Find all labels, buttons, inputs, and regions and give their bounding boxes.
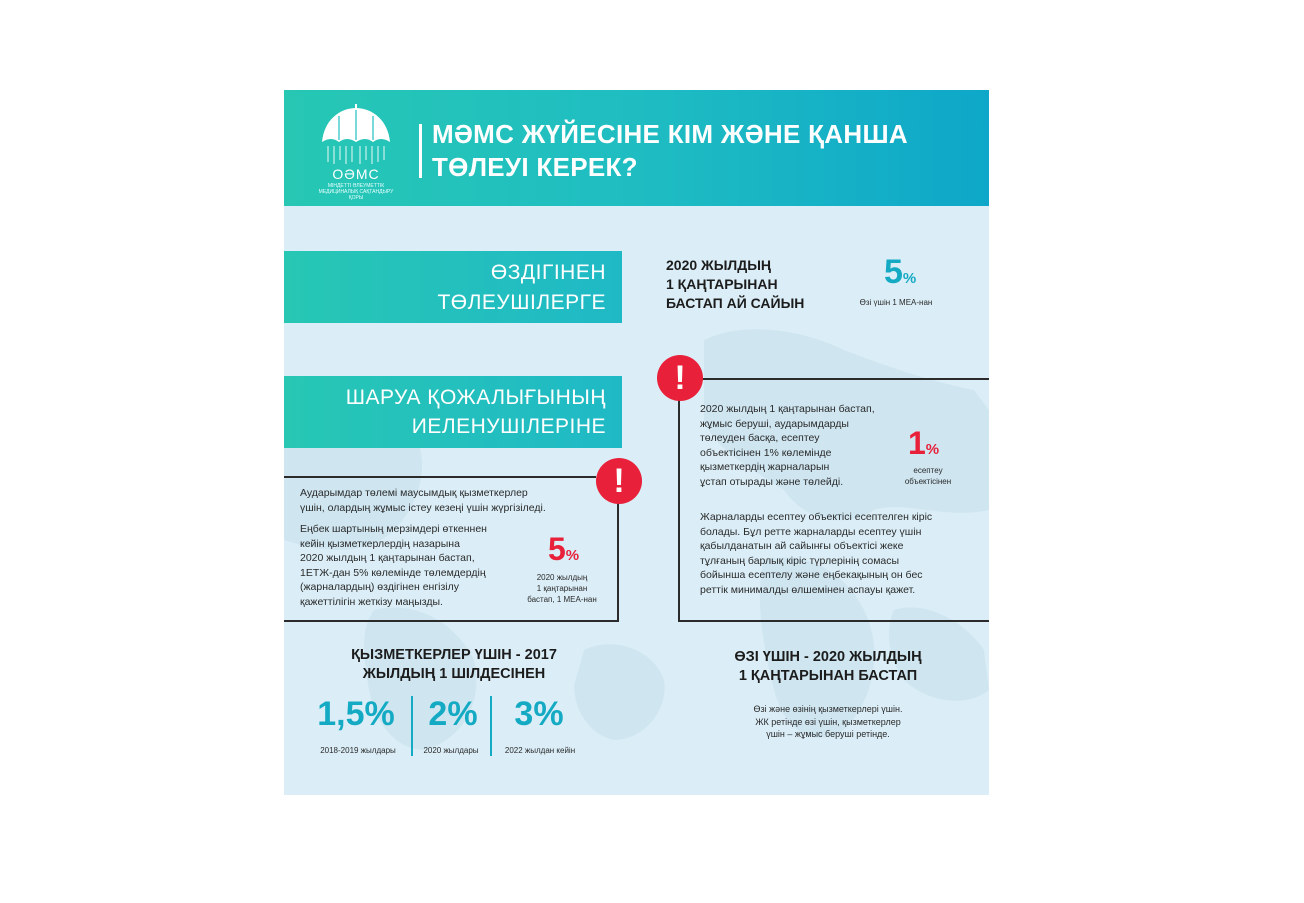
self-note-line1: Өзі және өзінің қызметкерлері үшін. xyxy=(753,704,903,714)
self-payers-rate-sign: % xyxy=(902,270,917,287)
self-heading-line1: ӨЗІ ҮШІН - 2020 ЖЫЛДЫҢ xyxy=(734,649,922,665)
employer-paragraph2-line1: Жарналарды есептеу объектісі есептелген кіріс xyxy=(700,511,933,523)
farm-rate-sign: % xyxy=(565,547,580,564)
employer-box-left-border xyxy=(678,400,680,621)
employer-paragraph1-line1: 2020 жылдың 1 қаңтарынан бастап, xyxy=(700,403,875,415)
farm-paragraph xyxy=(300,522,530,609)
farm-note-line2: үшін, олардың жұмыс істеу кезеңі үшін жүргізіледі. xyxy=(300,501,546,514)
self-payers-rate-caption: Өзі үшін 1 МЕА-нан xyxy=(859,298,933,307)
employer-paragraph2-line5: бойынша есептелу және еңбекақының он бес xyxy=(700,569,923,581)
header-banner xyxy=(284,90,989,206)
employees-heading-line2: ЖЫЛДЫҢ 1 ШІЛДЕСІНЕН xyxy=(362,666,546,682)
farm-paragraph-line5: (жарналардың) өздігінен енгізілу xyxy=(300,581,460,593)
employer-box-bottom-border xyxy=(678,620,989,622)
self-note-line2: ЖК ретінде өзі үшін, қызметкерлер xyxy=(755,716,901,727)
farm-rate-number: 5 xyxy=(548,531,566,567)
farm-rate xyxy=(548,530,579,575)
self-payers-date xyxy=(666,256,804,313)
employer-paragraph1 xyxy=(700,402,900,489)
employer-rate xyxy=(908,424,939,469)
self-heading-line2: 1 ҚАҢТАРЫНАН БАСТАП xyxy=(738,668,918,684)
employer-paragraph1-line4: объектісінен 1% көлемінде xyxy=(700,446,832,459)
employer-box-top-border xyxy=(702,378,989,380)
page-title-line1: МӘМС ЖҮЙЕСІНЕ КІМ ЖӘНЕ ҚАНША xyxy=(432,119,908,149)
self-payers-date-line1: 2020 ЖЫЛДЫҢ xyxy=(666,257,772,273)
farm-paragraph-line1: Еңбек шартының мерзімдері өткеннен xyxy=(300,523,487,535)
employer-paragraph1-line6: ұстап отырады және төлейді. xyxy=(700,475,844,488)
farm-box-bottom-border xyxy=(284,620,619,622)
farm-paragraph-line2: кейін қызметкерлердің назарына xyxy=(300,537,460,550)
farm-rate-caption-line1: 2020 жылдың xyxy=(536,573,588,582)
employer-rate-sign: % xyxy=(925,441,940,458)
employer-alert-icon: ! xyxy=(657,355,703,401)
farm-alert-icon: ! xyxy=(596,458,642,504)
farm-rate-caption-line3: бастап, 1 МЕА-нан xyxy=(527,595,597,604)
self-payers-date-line3: БАСТАП АЙ САЙЫН xyxy=(666,295,805,311)
farm-paragraph-line3: 2020 жылдың 1 қаңтарынан бастап, xyxy=(300,552,475,564)
farm-owners-banner-line1: ШАРУА ҚОЖАЛЫҒЫНЫҢ xyxy=(345,386,606,409)
self-payers-banner-line2: ТӨЛЕУШІЛЕРГЕ xyxy=(437,291,606,314)
employer-paragraph2-line4: тұлғаның барлық кіріс түрлерінің сомасы xyxy=(700,554,900,567)
logo-wordmark: ОӘМС xyxy=(332,166,380,182)
self-payers-rate-number: 5 xyxy=(884,253,903,291)
self-note-line3: үшін – жұмыс беруші ретінде. xyxy=(766,729,890,739)
employer-paragraph1-line5: қызметкердің жарналарын xyxy=(700,461,830,473)
employees-heading-line1: ҚЫЗМЕТКЕРЛЕР ҮШІН - 2017 xyxy=(351,647,557,663)
farm-note xyxy=(300,486,600,515)
self-payers-date-line2: 1 ҚАҢТАРЫНАН xyxy=(666,276,778,292)
infographic-poster xyxy=(284,90,989,795)
farm-owners-banner-line2: ИЕЛЕНУШІЛЕРІНЕ xyxy=(411,415,606,438)
employees-rate-2-period: 2020 жылдары xyxy=(423,746,479,755)
employer-paragraph2 xyxy=(700,510,980,597)
farm-owners-banner xyxy=(284,376,622,448)
employees-rate-2: 2% xyxy=(428,695,478,733)
farm-rate-caption xyxy=(512,572,612,605)
employer-paragraph2-line2: болады. Бұл ретте жарналарды есептеу үшін xyxy=(700,525,922,538)
farm-paragraph-line6: қажеттілігін жеткізу маңызды. xyxy=(300,595,443,608)
self-payers-banner xyxy=(284,251,622,323)
employees-rate-3: 3% xyxy=(514,695,564,733)
page-title xyxy=(432,118,972,184)
self-heading xyxy=(688,648,968,686)
employer-rate-number: 1 xyxy=(908,425,926,461)
farm-box-right-border xyxy=(617,499,619,621)
header-divider xyxy=(419,124,422,178)
logo-subtitle: МІНДЕТТІ ӘЛЕУМЕТТІК МЕДИЦИНАЛЫҚ САҚТАНДЫРУ ҚОРЫ xyxy=(318,183,394,201)
self-note xyxy=(718,703,938,741)
employer-paragraph1-line3: төлеуден басқа, есептеу xyxy=(700,432,820,444)
self-payers-rate xyxy=(884,252,916,299)
employer-rate-caption-line2: объектісінен xyxy=(904,477,952,486)
page-title-line2: ТӨЛЕУІ КЕРЕК? xyxy=(432,152,638,182)
employer-paragraph2-line6: реттік минималды өлшемінен аспауы қажет. xyxy=(700,583,916,596)
employer-paragraph1-line2: жұмыс беруші, аударымдарды xyxy=(700,417,849,430)
employees-rate-3-period: 2022 жылдан кейін xyxy=(504,746,576,755)
farm-note-line1: Аударымдар төлемі маусымдық қызметкерлер xyxy=(300,487,528,499)
employees-rate-1: 1,5% xyxy=(317,695,395,733)
employer-rate-caption-line1: есептеу xyxy=(913,466,943,475)
farm-box-top-border xyxy=(284,476,596,478)
employer-rate-caption xyxy=(888,465,968,487)
self-payers-banner-line1: ӨЗДІГІНЕН xyxy=(490,261,606,284)
farm-rate-caption-line2: 1 қаңтарынан xyxy=(536,584,588,593)
employees-heading xyxy=(304,646,604,684)
farm-paragraph-line4: 1ЕТЖ-дан 5% көлемінде төлемдердің xyxy=(300,566,486,579)
employer-paragraph2-line3: қабылданатын ай сайынғы объектісі жеке xyxy=(700,540,904,552)
employees-rate-1-period: 2018-2019 жылдары xyxy=(320,746,396,755)
